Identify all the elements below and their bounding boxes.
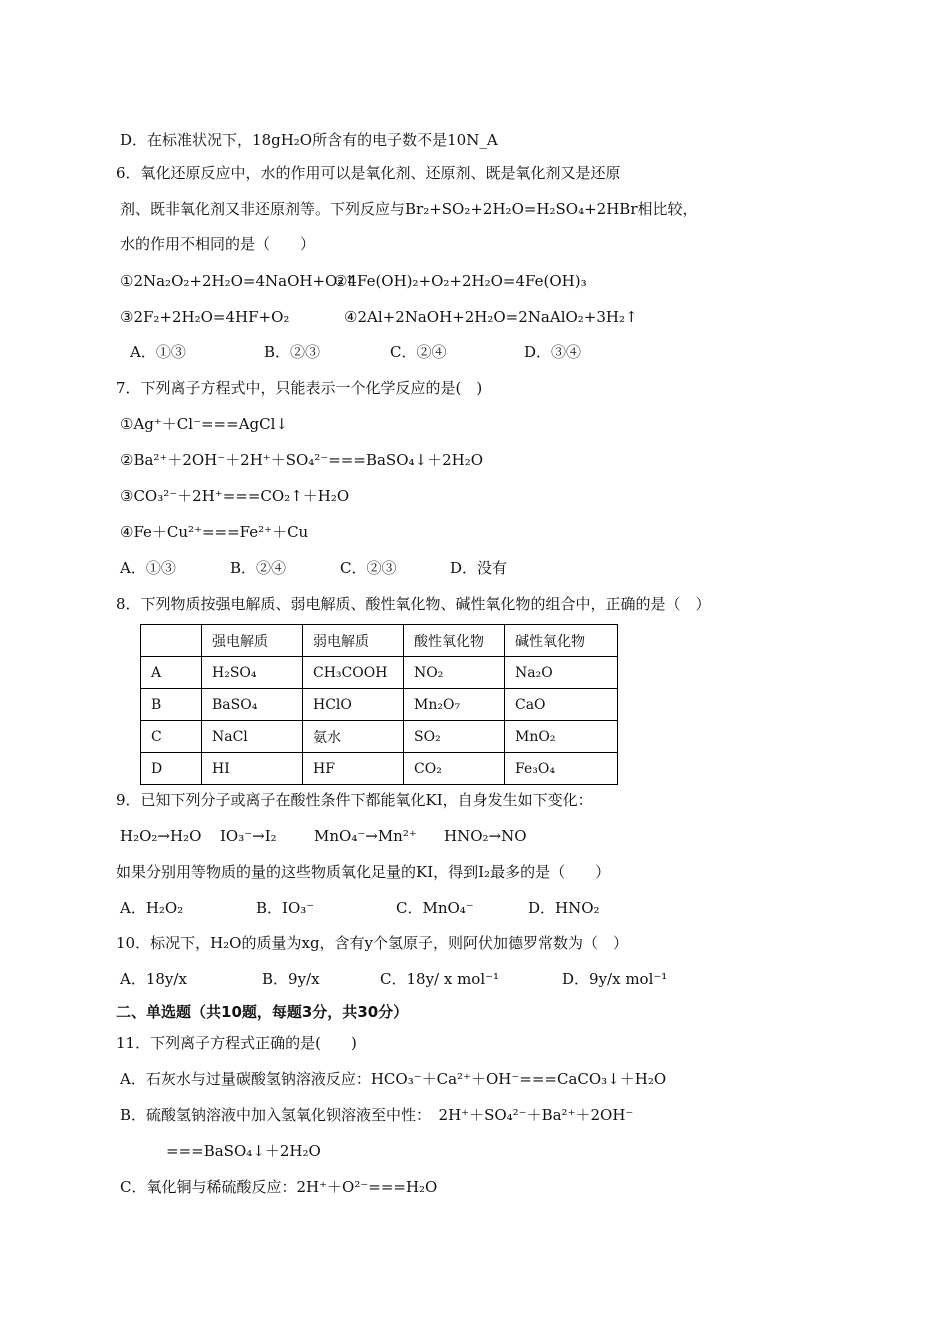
q9-change-4: HNO₂→NO	[444, 827, 527, 845]
q7-equation-4: ④Fe＋Cu²⁺===Fe²⁺＋Cu	[120, 523, 309, 541]
q7-equation-3: ③CO₃²⁻＋2H⁺===CO₂↑＋H₂O	[120, 487, 350, 505]
table-cell: Na₂O	[505, 657, 618, 689]
q10-options	[120, 969, 667, 989]
table-cell: CH₃COOH	[303, 657, 404, 689]
q7-options	[120, 558, 507, 578]
q8-table	[140, 624, 618, 785]
q6-option-a: A．①③	[130, 343, 186, 361]
table-header-cell: 酸性氧化物	[404, 625, 505, 657]
table-cell: BaSO₄	[202, 689, 303, 721]
q9-option-c: C．MnO₄⁻	[396, 899, 474, 917]
q7-option-a: A．①③	[120, 559, 176, 577]
q6-stem-line2: 剂、既非氧化剂又非还原剂等。下列反应与Br₂+SO₂+2H₂O=H₂SO₄+2HBr相比较，	[120, 200, 698, 218]
q9-question: 如果分别用等物质的量的这些物质氧化足量的KI，得到I₂最多的是（ ）	[116, 863, 611, 881]
table-row	[141, 657, 618, 689]
table-cell: C	[141, 721, 202, 753]
table-cell: Mn₂O₇	[404, 689, 505, 721]
q6-reaction-2: ②4Fe(OH)₂+O₂+2H₂O=4Fe(OH)₃	[334, 272, 587, 290]
table-cell: Fe₃O₄	[505, 753, 618, 785]
q9-options	[120, 898, 600, 918]
q6-stem-line3: 水的作用不相同的是（ ）	[120, 235, 316, 253]
table-cell: HI	[202, 753, 303, 785]
q8-stem: 8．下列物质按强电解质、弱电解质、酸性氧化物、碱性氧化物的组合中，正确的是（ ）	[116, 595, 711, 613]
q11-option-b-line1: B．硫酸氢钠溶液中加入氢氧化钡溶液至中性： 2H⁺＋SO₄²⁻＋Ba²⁺＋2OH⁻	[120, 1106, 634, 1124]
q6-reaction-4: ④2Al+2NaOH+2H₂O=2NaAlO₂+3H₂↑	[344, 308, 638, 326]
table-header-cell: 强电解质	[202, 625, 303, 657]
q7-option-b: B．②④	[230, 559, 287, 577]
table-cell: NaCl	[202, 721, 303, 753]
table-cell: CaO	[505, 689, 618, 721]
q6-stem-line1: 6．氧化还原反应中，水的作用可以是氧化剂、还原剂、既是氧化剂又是还原	[116, 164, 621, 182]
q6-options	[130, 342, 581, 362]
q11-option-b-line2: ===BaSO₄↓＋2H₂O	[166, 1142, 321, 1160]
table-row	[141, 753, 618, 785]
table-header-row	[141, 625, 618, 657]
q10-option-d: D．9y/x mol⁻¹	[562, 970, 668, 988]
table-cell: CO₂	[404, 753, 505, 785]
q7-equation-2: ②Ba²⁺＋2OH⁻＋2H⁺＋SO₄²⁻===BaSO₄↓＋2H₂O	[120, 451, 484, 469]
table-cell: HF	[303, 753, 404, 785]
table-cell: NO₂	[404, 657, 505, 689]
table-cell: 氨水	[303, 721, 404, 753]
q10-option-a: A．18y/x	[120, 970, 187, 988]
q9-change-1: H₂O₂→H₂O	[120, 827, 202, 845]
q10-option-c: C．18y/ x mol⁻¹	[380, 970, 500, 988]
q9-option-b: B．IO₃⁻	[256, 899, 315, 917]
q9-stem: 9．已知下列分子或离子在酸性条件下都能氧化KI，自身发生如下变化：	[116, 791, 593, 809]
q6-option-d: D．③④	[524, 343, 582, 361]
table-cell: H₂SO₄	[202, 657, 303, 689]
q9-option-d: D．HNO₂	[528, 899, 600, 917]
q5-option-d: D．在标准状况下，18gH₂O所含有的电子数不是10N_A	[120, 131, 498, 149]
q9-change-2: IO₃⁻→I₂	[220, 827, 277, 845]
q9-option-a: A．H₂O₂	[120, 899, 184, 917]
q9-changes	[120, 826, 527, 846]
q7-option-d: D．没有	[450, 559, 508, 577]
table-header-cell: 碱性氧化物	[505, 625, 618, 657]
table-cell: HClO	[303, 689, 404, 721]
q6-option-b: B．②③	[264, 343, 321, 361]
q11-option-a: A．石灰水与过量碳酸氢钠溶液反应：HCO₃⁻＋Ca²⁺＋OH⁻===CaCO₃↓＋H₂O	[120, 1070, 667, 1088]
q11-stem: 11．下列离子方程式正确的是( )	[116, 1034, 357, 1052]
q7-equation-1: ①Ag⁺＋Cl⁻===AgCl↓	[120, 415, 288, 433]
q6-reaction-3: ③2F₂+2H₂O=4HF+O₂	[120, 308, 290, 326]
q7-option-c: C．②③	[340, 559, 397, 577]
q11-option-c: C．氧化铜与稀硫酸反应：2H⁺＋O²⁻===H₂O	[120, 1178, 438, 1196]
table-header-cell: 弱电解质	[303, 625, 404, 657]
q7-stem: 7．下列离子方程式中，只能表示一个化学反应的是( )	[116, 379, 483, 397]
table-row	[141, 721, 618, 753]
table-row	[141, 689, 618, 721]
q9-change-3: MnO₄⁻→Mn²⁺	[314, 827, 417, 845]
q6-option-c: C．②④	[390, 343, 447, 361]
table-header-cell	[141, 625, 202, 657]
q10-stem: 10．标况下，H₂O的质量为xg，含有y个氢原子，则阿伏加德罗常数为（ ）	[116, 934, 629, 952]
q10-option-b: B．9y/x	[262, 970, 320, 988]
table-cell: D	[141, 753, 202, 785]
table-cell: SO₂	[404, 721, 505, 753]
table-cell: MnO₂	[505, 721, 618, 753]
table-cell: B	[141, 689, 202, 721]
q6-reaction-1: ①2Na₂O₂+2H₂O=4NaOH+O₂↑	[120, 272, 356, 290]
section-heading: 二、单选题（共10题，每题3分，共30分）	[116, 1003, 409, 1021]
table-cell: A	[141, 657, 202, 689]
